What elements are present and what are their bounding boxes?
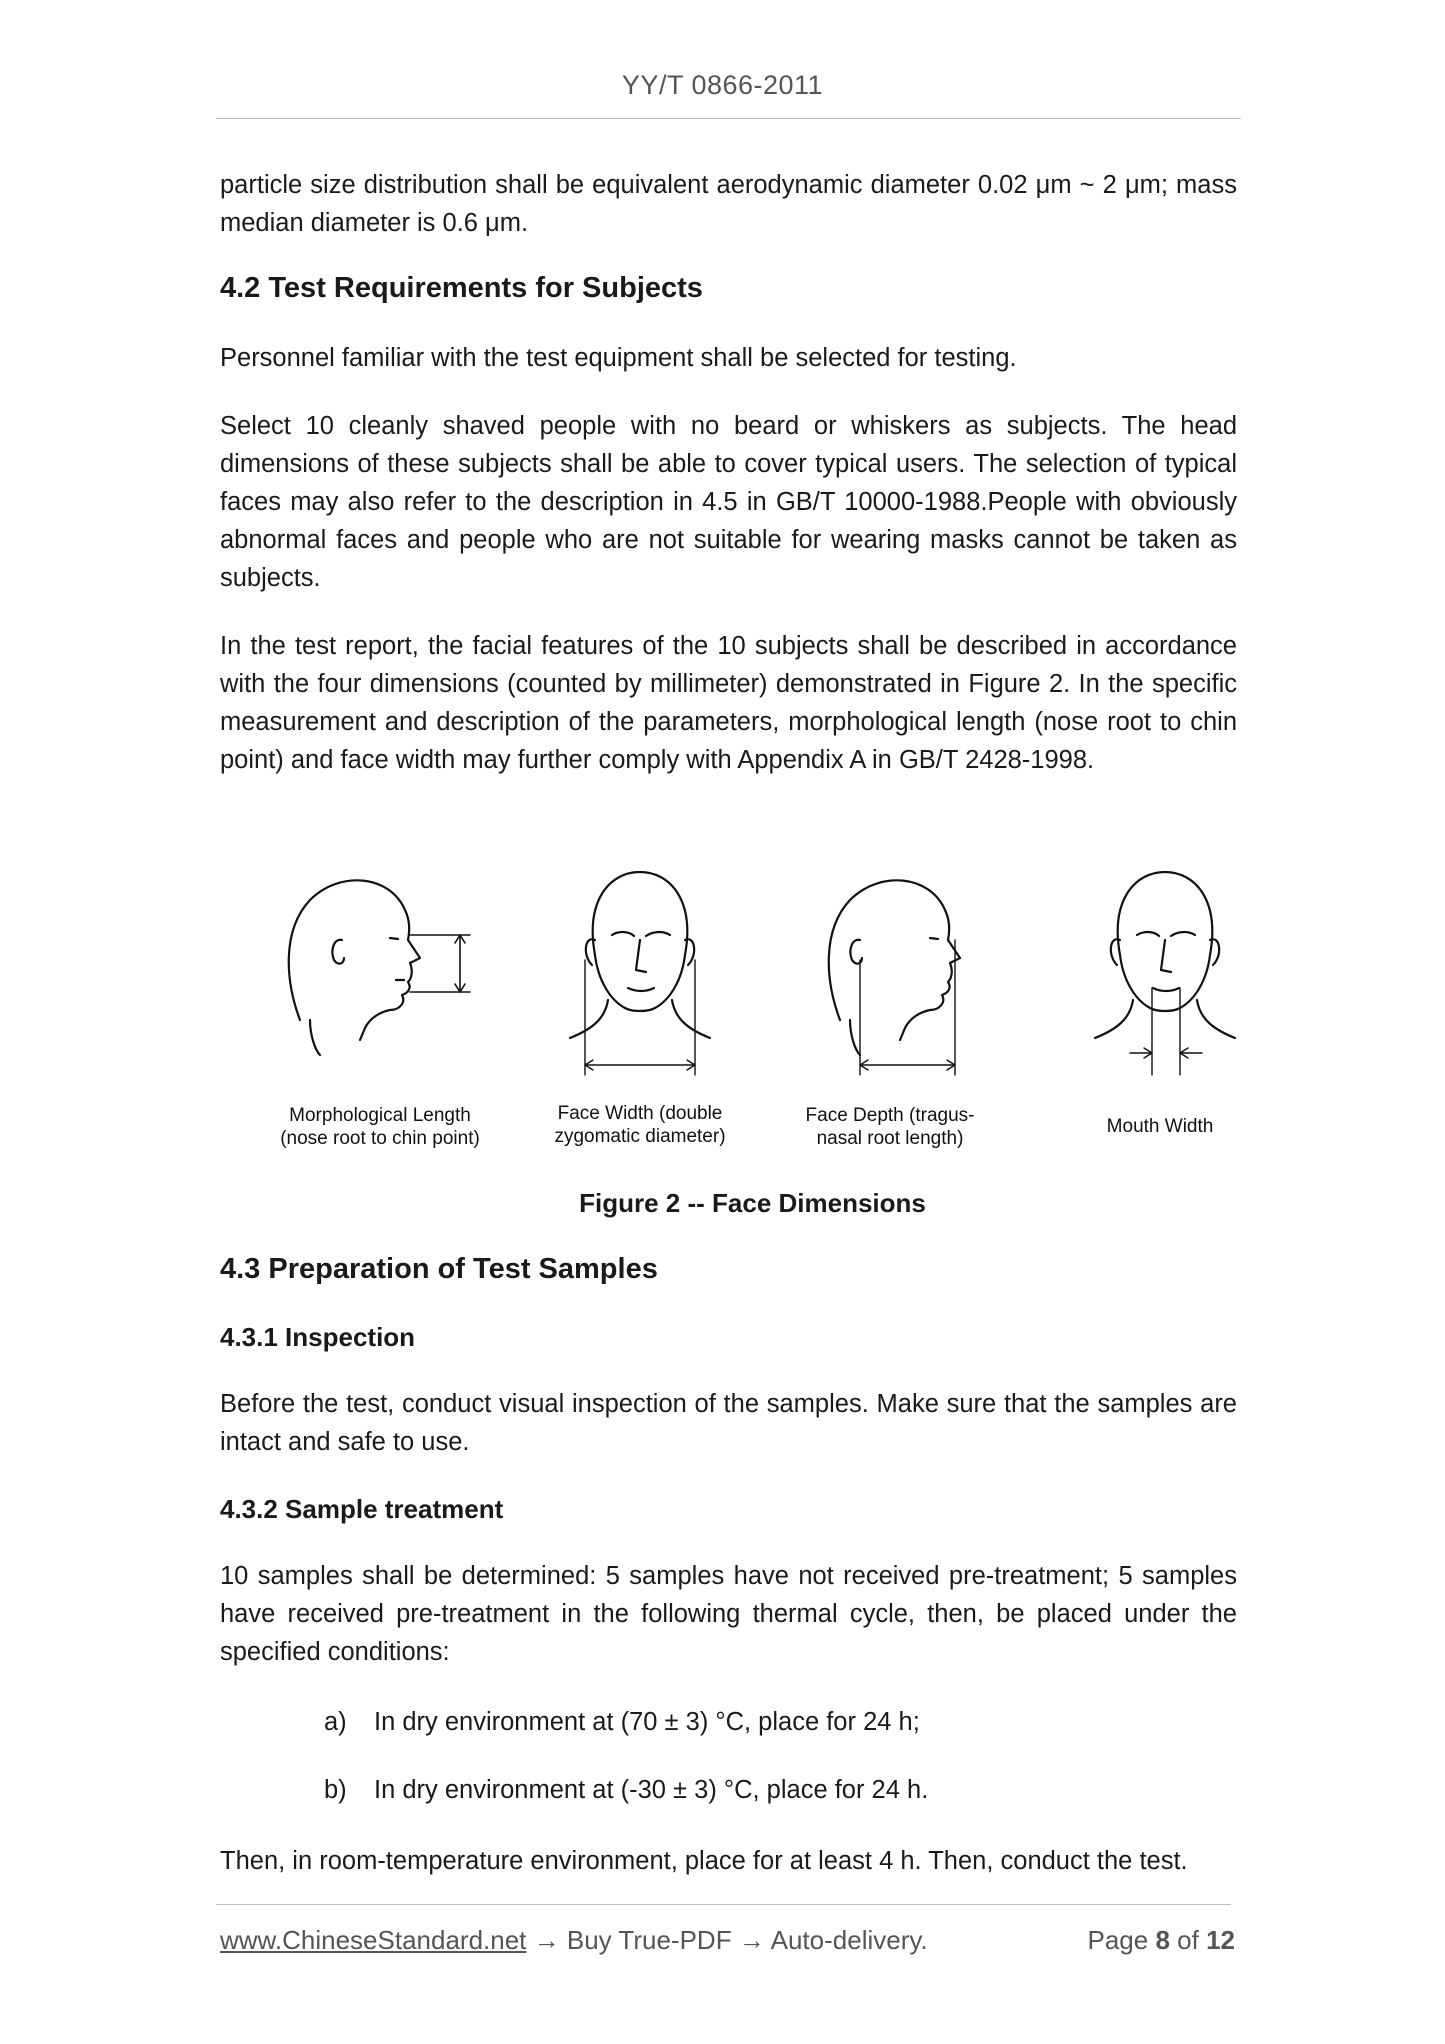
list-item: In dry environment at (70 ± 3) °C, place for 24 h; bbox=[374, 1708, 920, 1736]
paragraph-select-subjects: Select 10 cleanly shaved people with no beard or whiskers as subjects. The head dimensions of these subjects shall be able to cover typical users. The selection of typical faces may also refer to the description in 4.5 in GB/T 10000-1988.People with obviously abnormal faces and people who are not suitable for wearing masks cannot be taken as subjects. bbox=[220, 412, 1237, 592]
page-footer bbox=[220, 1925, 1235, 1956]
arrow-right-icon: → bbox=[738, 1925, 765, 1955]
paragraph-sample-treatment: 10 samples shall be determined: 5 samples have not received pre-treatment; 5 samples have received pre-treatment in the following thermal cycle, then, be placed under the specified conditions: bbox=[220, 1562, 1237, 1666]
paragraph-test-report: In the test report, the facial features of the 10 subjects shall be described in accordance with the four dimensions (counted by millimeter) demonstrated in Figure 2. In the specific measurement and description of the parameters, morphological length (nose root to chin point) and face width may further comply with Appendix A in GB/T 2428-1998. bbox=[220, 632, 1237, 774]
footer-divider bbox=[216, 1904, 1231, 1905]
paragraph-personnel: Personnel familiar with the test equipment shall be selected for testing. bbox=[220, 344, 1017, 372]
front-head-face-width-drawing bbox=[570, 872, 710, 1075]
caption-line: Face Width (double bbox=[557, 1103, 723, 1124]
section-4-3-2-heading: 4.3.2 Sample treatment bbox=[220, 1494, 504, 1524]
document-id-header: YY/T 0866-2011 bbox=[621, 70, 824, 100]
page-label: Page bbox=[1087, 1925, 1149, 1955]
chinese-standard-link[interactable]: www.ChineseStandard.net bbox=[220, 1925, 527, 1955]
list-item: In dry environment at (-30 ± 3) °C, place for 24 h. bbox=[374, 1776, 929, 1804]
figure-title: Figure 2 -- Face Dimensions bbox=[579, 1188, 926, 1218]
paragraph-then-conduct: Then, in room-temperature environment, place for at least 4 h. Then, conduct the test. bbox=[220, 1847, 1188, 1875]
profile-head-face-depth-drawing bbox=[829, 880, 960, 1075]
caption-morphological-length bbox=[260, 1104, 500, 1150]
caption-line: (nose root to chin point) bbox=[280, 1128, 480, 1149]
paragraph-particle-size: particle size distribution shall be equivalent aerodynamic diameter 0.02 μm ~ 2 μm; mass median diameter is 0.6 μm. bbox=[220, 171, 1237, 237]
caption-mouth-width bbox=[1040, 1115, 1280, 1138]
list-item-marker: a) bbox=[324, 1708, 347, 1736]
auto-delivery-text: Auto-delivery. bbox=[770, 1925, 928, 1955]
caption-line: Mouth Width bbox=[1106, 1116, 1214, 1137]
total-pages: 12 bbox=[1206, 1925, 1235, 1955]
section-4-3-1-heading: 4.3.1 Inspection bbox=[220, 1322, 416, 1352]
arrow-right-icon: → bbox=[533, 1925, 560, 1955]
page-indicator bbox=[1087, 1925, 1235, 1956]
of-label: of bbox=[1177, 1925, 1199, 1955]
header-divider bbox=[216, 118, 1241, 119]
caption-line: nasal root length) bbox=[816, 1128, 964, 1149]
front-head-mouth-width-drawing bbox=[1095, 872, 1235, 1075]
caption-line: zygomatic diameter) bbox=[554, 1126, 726, 1147]
caption-face-depth bbox=[770, 1104, 1010, 1150]
caption-face-width bbox=[520, 1102, 760, 1148]
page-number: 8 bbox=[1155, 1925, 1170, 1955]
buy-true-pdf-text: Buy True-PDF bbox=[566, 1925, 732, 1955]
caption-line: Face Depth (tragus- bbox=[805, 1105, 975, 1126]
caption-line: Morphological Length bbox=[289, 1105, 471, 1126]
profile-head-morphological-length-drawing bbox=[289, 880, 470, 1055]
face-dimensions-figure bbox=[270, 860, 1250, 1080]
paragraph-inspection: Before the test, conduct visual inspection of the samples. Make sure that the samples are intact and safe to use. bbox=[220, 1390, 1237, 1456]
section-4-3-heading: 4.3 Preparation of Test Samples bbox=[220, 1253, 658, 1285]
list-item-marker: b) bbox=[324, 1776, 347, 1804]
section-4-2-heading: 4.2 Test Requirements for Subjects bbox=[220, 272, 703, 304]
